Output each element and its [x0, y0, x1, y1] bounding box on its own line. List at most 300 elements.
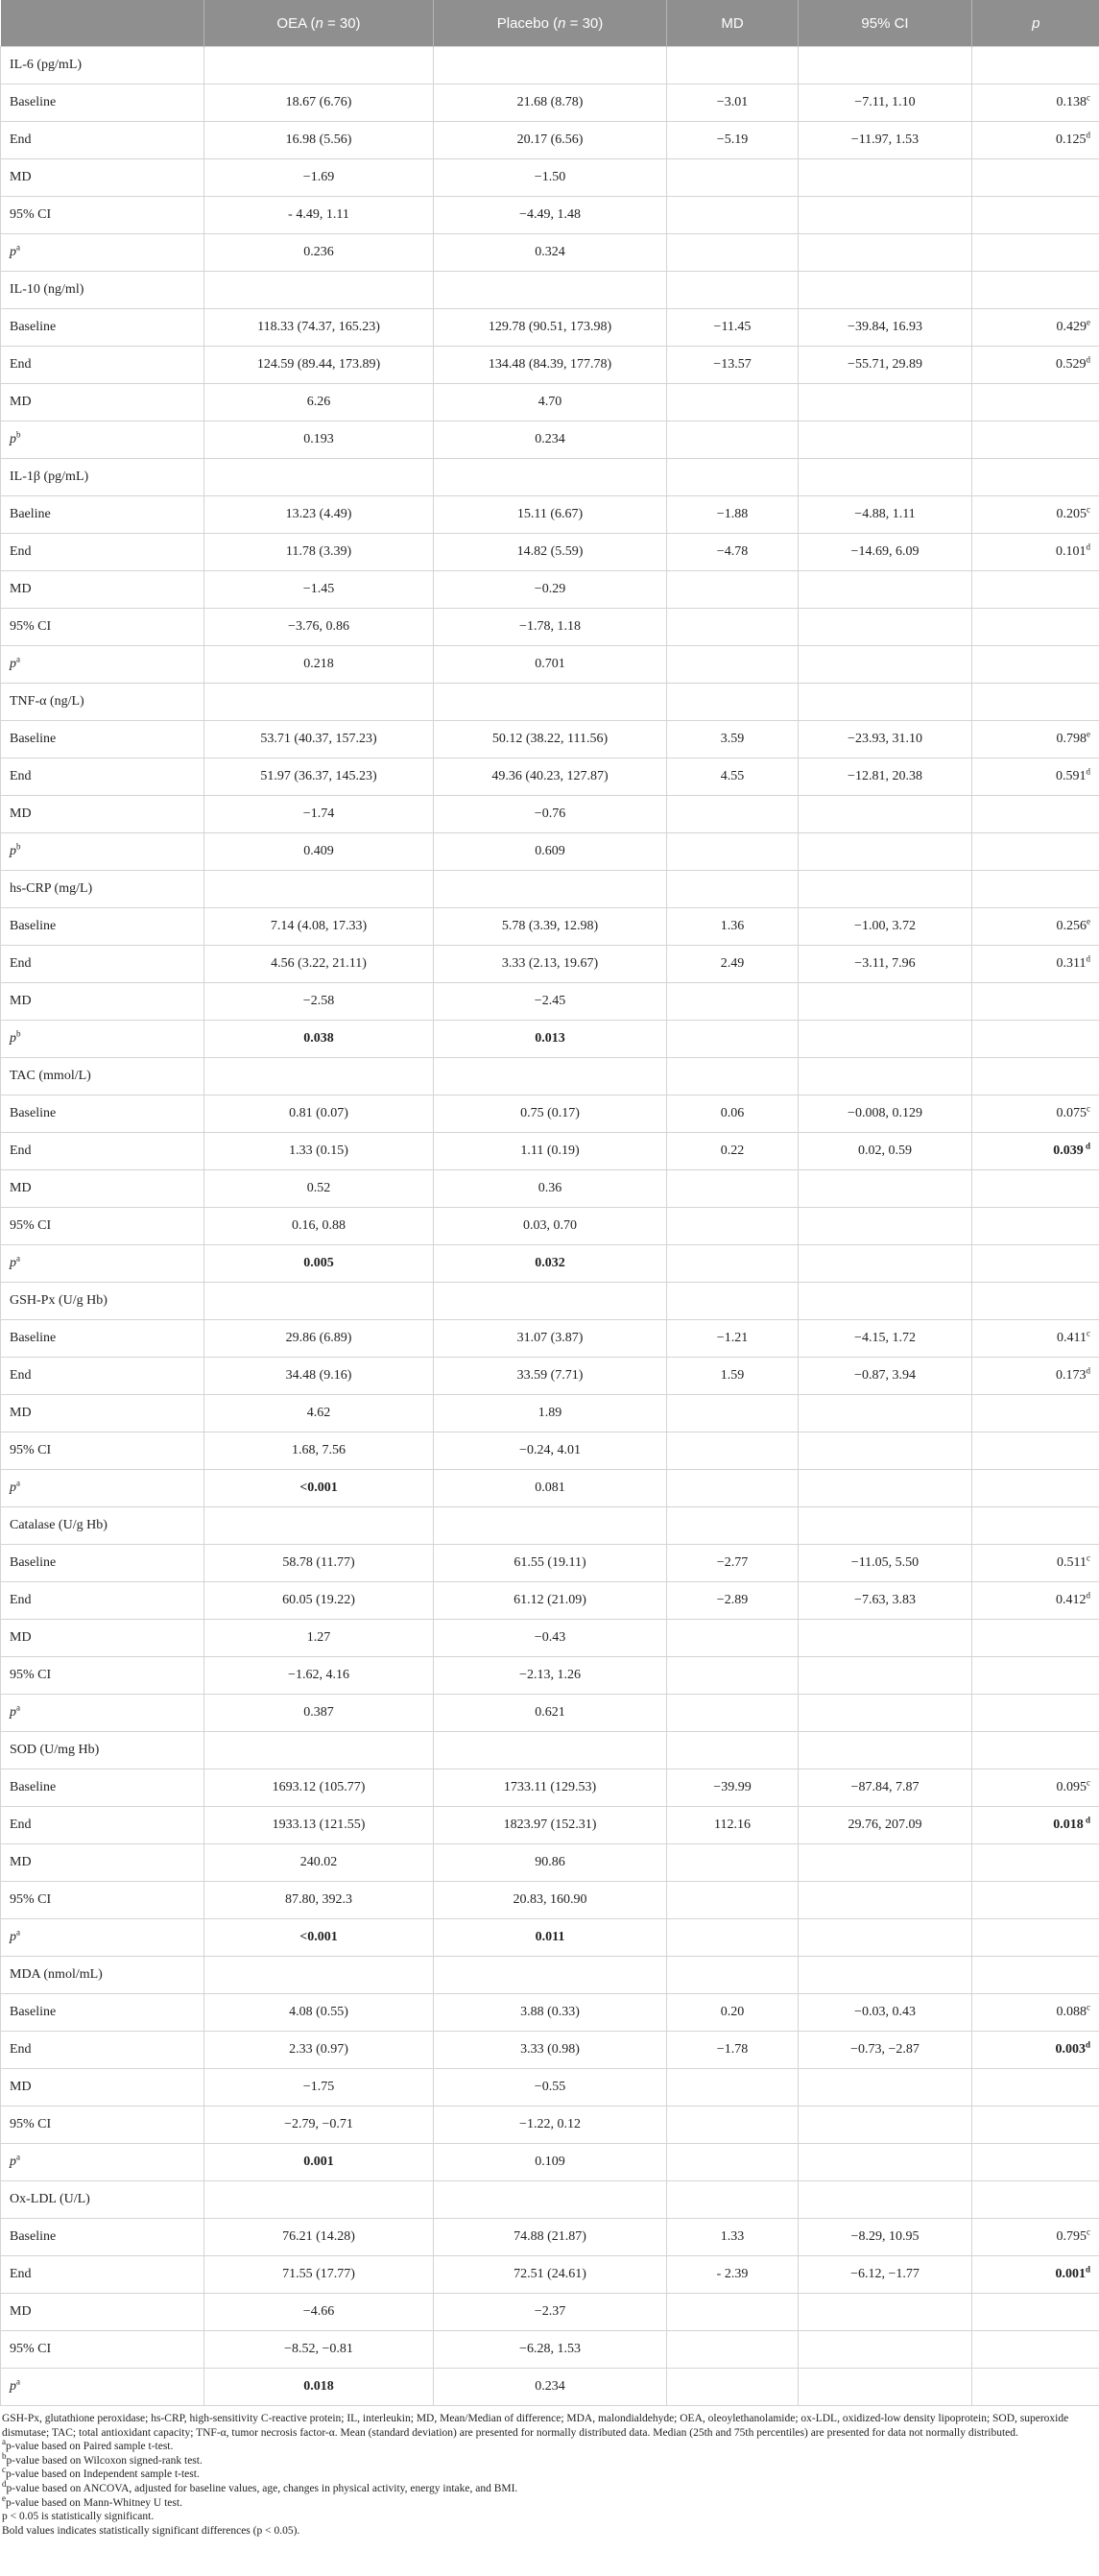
cell-ci [799, 1021, 972, 1058]
cell-ci: −14.69, 6.09 [799, 534, 972, 571]
footnote: $^e$p-value based on Mann-Whitney U test. [2, 2492, 182, 2509]
cell-oea [204, 1957, 434, 1994]
row-label: TNF-α (ng/L) [1, 684, 204, 721]
cell-ci [799, 871, 972, 908]
cell-ci: −0.73, −2.87 [799, 2032, 972, 2069]
cell-placebo: 5.78 (3.39, 12.98) [434, 908, 667, 946]
row-label: $p^a$ [1, 1695, 204, 1732]
cell-oea [204, 1507, 434, 1545]
cell-p [972, 234, 1099, 272]
cell-oea: 0.038 [204, 1021, 434, 1058]
cell-p [972, 609, 1099, 646]
cell-md [667, 384, 799, 421]
cell-oea: 13.23 (4.49) [204, 496, 434, 534]
row-label: $p^a$ [1, 1919, 204, 1957]
cell-ci: −7.11, 1.10 [799, 84, 972, 122]
cell-placebo [434, 1058, 667, 1095]
row-label: hs-CRP (mg/L) [1, 871, 204, 908]
row-label: End [1, 347, 204, 384]
cell-oea [204, 1732, 434, 1769]
cell-oea [204, 2181, 434, 2219]
cell-md [667, 272, 799, 309]
cell-placebo [434, 871, 667, 908]
table-row [1, 421, 1099, 459]
section-row [1, 2181, 1099, 2219]
cell-oea: −1.74 [204, 796, 434, 833]
row-label: 95% CI [1, 1882, 204, 1919]
cell-ci [799, 1957, 972, 1994]
cell-p: 0.173$^d$ [972, 1358, 1099, 1395]
cell-placebo [434, 272, 667, 309]
row-label: GSH-Px (U/g Hb) [1, 1283, 204, 1320]
cell-oea: 6.26 [204, 384, 434, 421]
cell-oea: 0.018 [204, 2369, 434, 2406]
cell-placebo: −2.13, 1.26 [434, 1657, 667, 1695]
cell-md: 1.59 [667, 1358, 799, 1395]
cell-md [667, 1283, 799, 1320]
cell-placebo: 14.82 (5.59) [434, 534, 667, 571]
cell-md: 0.20 [667, 1994, 799, 2032]
cell-oea: 4.62 [204, 1395, 434, 1432]
cell-md [667, 1957, 799, 1994]
cell-oea: 29.86 (6.89) [204, 1320, 434, 1358]
table-row [1, 384, 1099, 421]
cell-ci [799, 272, 972, 309]
cell-placebo: 50.12 (38.22, 111.56) [434, 721, 667, 758]
row-label: MD [1, 983, 204, 1021]
table-row [1, 159, 1099, 197]
cell-placebo: 0.621 [434, 1695, 667, 1732]
cell-placebo: −0.24, 4.01 [434, 1432, 667, 1470]
row-label: Baseline [1, 1095, 204, 1133]
cell-oea: −3.76, 0.86 [204, 609, 434, 646]
table-row [1, 2219, 1099, 2256]
cell-p [972, 1620, 1099, 1657]
table-row [1, 983, 1099, 1021]
cell-md [667, 833, 799, 871]
cell-p: 0.429e [972, 309, 1099, 347]
table-row [1, 1133, 1099, 1170]
cell-oea: 0.005 [204, 1245, 434, 1283]
cell-oea: 0.236 [204, 234, 434, 272]
cell-ci [799, 1170, 972, 1208]
cell-md [667, 983, 799, 1021]
cell-placebo: 3.33 (0.98) [434, 2032, 667, 2069]
row-label: MD [1, 1170, 204, 1208]
cell-oea [204, 871, 434, 908]
cell-placebo: 0.081 [434, 1470, 667, 1507]
cell-placebo: 15.11 (6.67) [434, 496, 667, 534]
cell-oea [204, 1283, 434, 1320]
cell-placebo: 61.55 (19.11) [434, 1545, 667, 1582]
row-label: $p^b$ [1, 421, 204, 459]
cell-p: 0.529$^d$ [972, 347, 1099, 384]
cell-oea: 0.81 (0.07) [204, 1095, 434, 1133]
row-label: MD [1, 159, 204, 197]
cell-placebo: 0.234 [434, 2369, 667, 2406]
cell-ci: −0.008, 0.129 [799, 1095, 972, 1133]
cell-p: 0.003$^d$ [972, 2032, 1099, 2069]
cell-oea: 11.78 (3.39) [204, 534, 434, 571]
cell-p [972, 459, 1099, 496]
cell-p [972, 1395, 1099, 1432]
table-row [1, 571, 1099, 609]
row-label: MD [1, 2294, 204, 2331]
cell-ci [799, 796, 972, 833]
table-row [1, 234, 1099, 272]
cell-placebo: 1733.11 (129.53) [434, 1769, 667, 1807]
cell-p: 0.205$^c$ [972, 496, 1099, 534]
row-label: End [1, 534, 204, 571]
table-row [1, 2032, 1099, 2069]
cell-md [667, 1695, 799, 1732]
table-row [1, 1620, 1099, 1657]
cell-md [667, 796, 799, 833]
row-label: 95% CI [1, 1208, 204, 1245]
cell-oea [204, 272, 434, 309]
cell-p [972, 1283, 1099, 1320]
table-row [1, 946, 1099, 983]
cell-p [972, 1021, 1099, 1058]
row-label: $p^a$ [1, 234, 204, 272]
cell-oea: 53.71 (40.37, 157.23) [204, 721, 434, 758]
cell-oea: 0.001 [204, 2144, 434, 2181]
cell-md [667, 1208, 799, 1245]
table-row [1, 646, 1099, 684]
table-row [1, 309, 1099, 347]
section-row [1, 684, 1099, 721]
cell-md: −5.19 [667, 122, 799, 159]
row-label: SOD (U/mg Hb) [1, 1732, 204, 1769]
cell-oea: 18.67 (6.76) [204, 84, 434, 122]
cell-ci [799, 1657, 972, 1695]
cell-ci [799, 197, 972, 234]
section-row [1, 1732, 1099, 1769]
cell-md [667, 1620, 799, 1657]
cell-p [972, 1919, 1099, 1957]
cell-md [667, 197, 799, 234]
cell-md [667, 1470, 799, 1507]
cell-md [667, 2294, 799, 2331]
cell-p [972, 197, 1099, 234]
row-label: Catalase (U/g Hb) [1, 1507, 204, 1545]
cell-ci [799, 1470, 972, 1507]
cell-ci [799, 1695, 972, 1732]
cell-placebo: −4.49, 1.48 [434, 197, 667, 234]
cell-md: 1.36 [667, 908, 799, 946]
table-row [1, 721, 1099, 758]
cell-p [972, 1245, 1099, 1283]
cell-ci: −4.15, 1.72 [799, 1320, 972, 1358]
header-md: MD [667, 0, 799, 47]
cell-p [972, 272, 1099, 309]
row-label: IL-10 (ng/ml) [1, 272, 204, 309]
table-row [1, 1432, 1099, 1470]
table-row [1, 1245, 1099, 1283]
table-row [1, 1470, 1099, 1507]
row-label: Baseline [1, 2219, 204, 2256]
cell-placebo: 0.03, 0.70 [434, 1208, 667, 1245]
row-label: 95% CI [1, 2107, 204, 2144]
table-row [1, 1807, 1099, 1844]
cell-placebo: 134.48 (84.39, 177.78) [434, 347, 667, 384]
cell-p [972, 2369, 1099, 2406]
cell-oea: −1.69 [204, 159, 434, 197]
cell-md [667, 1170, 799, 1208]
cell-p: 0.511$^c$ [972, 1545, 1099, 1582]
cell-oea [204, 684, 434, 721]
cell-md [667, 1432, 799, 1470]
cell-ci [799, 1283, 972, 1320]
cell-placebo: −1.22, 0.12 [434, 2107, 667, 2144]
cell-md [667, 646, 799, 684]
cell-placebo: 0.75 (0.17) [434, 1095, 667, 1133]
cell-oea: - 4.49, 1.11 [204, 197, 434, 234]
cell-md [667, 421, 799, 459]
cell-p: 0.591$^d$ [972, 758, 1099, 796]
cell-p: 0.095$^c$ [972, 1769, 1099, 1807]
cell-placebo: 0.013 [434, 1021, 667, 1058]
section-row [1, 272, 1099, 309]
cell-p [972, 1957, 1099, 1994]
cell-ci: −11.05, 5.50 [799, 1545, 972, 1582]
cell-p [972, 1432, 1099, 1470]
table-row [1, 1395, 1099, 1432]
cell-oea: 2.33 (0.97) [204, 2032, 434, 2069]
cell-p: 0.039 $^d$ [972, 1133, 1099, 1170]
row-label: $p^b$ [1, 1021, 204, 1058]
table-row [1, 1170, 1099, 1208]
cell-ci: −55.71, 29.89 [799, 347, 972, 384]
cell-placebo: −6.28, 1.53 [434, 2331, 667, 2369]
cell-ci: −3.11, 7.96 [799, 946, 972, 983]
cell-oea: −1.75 [204, 2069, 434, 2107]
cell-ci: −87.84, 7.87 [799, 1769, 972, 1807]
row-label: MD [1, 1395, 204, 1432]
cell-oea: 1.33 (0.15) [204, 1133, 434, 1170]
table-row [1, 534, 1099, 571]
cell-placebo: 0.109 [434, 2144, 667, 2181]
cell-ci [799, 1208, 972, 1245]
cell-ci [799, 1620, 972, 1657]
cell-p [972, 47, 1099, 84]
cell-oea: 51.97 (36.37, 145.23) [204, 758, 434, 796]
cell-oea: 1.27 [204, 1620, 434, 1657]
cell-ci [799, 646, 972, 684]
section-row [1, 1283, 1099, 1320]
table-row [1, 2256, 1099, 2294]
cell-ci [799, 2144, 972, 2181]
cell-oea: <0.001 [204, 1470, 434, 1507]
cell-p [972, 983, 1099, 1021]
section-row [1, 1507, 1099, 1545]
table-row [1, 609, 1099, 646]
cell-ci [799, 2331, 972, 2369]
table-row [1, 1657, 1099, 1695]
cell-ci: −0.03, 0.43 [799, 1994, 972, 2032]
cell-md [667, 1245, 799, 1283]
cell-p [972, 159, 1099, 197]
cell-oea: 1933.13 (121.55) [204, 1807, 434, 1844]
cell-placebo: 31.07 (3.87) [434, 1320, 667, 1358]
section-row [1, 1058, 1099, 1095]
table-body [1, 47, 1099, 2406]
table-row [1, 2331, 1099, 2369]
cell-oea: 4.08 (0.55) [204, 1994, 434, 2032]
row-label: End [1, 122, 204, 159]
cell-oea: 4.56 (3.22, 21.11) [204, 946, 434, 983]
table-row [1, 908, 1099, 946]
row-label: $p^a$ [1, 646, 204, 684]
cell-p [972, 1732, 1099, 1769]
cell-p [972, 571, 1099, 609]
cell-placebo: 129.78 (90.51, 173.98) [434, 309, 667, 347]
cell-oea: −8.52, −0.81 [204, 2331, 434, 2369]
row-label: MD [1, 796, 204, 833]
cell-oea: 34.48 (9.16) [204, 1358, 434, 1395]
row-label: MD [1, 571, 204, 609]
table-row [1, 1919, 1099, 1957]
table-row [1, 1320, 1099, 1358]
cell-placebo: 33.59 (7.71) [434, 1358, 667, 1395]
cell-md [667, 2181, 799, 2219]
cell-placebo [434, 1283, 667, 1320]
cell-p [972, 384, 1099, 421]
cell-ci: −0.87, 3.94 [799, 1358, 972, 1395]
cell-placebo: 1.89 [434, 1395, 667, 1432]
cell-placebo: −1.78, 1.18 [434, 609, 667, 646]
cell-oea: 71.55 (17.77) [204, 2256, 434, 2294]
row-label: IL-1β (pg/mL) [1, 459, 204, 496]
row-label: MD [1, 1620, 204, 1657]
table-row [1, 833, 1099, 871]
cell-ci [799, 2069, 972, 2107]
cell-oea: 1693.12 (105.77) [204, 1769, 434, 1807]
cell-p [972, 1170, 1099, 1208]
cell-ci: −39.84, 16.93 [799, 309, 972, 347]
cell-oea: 240.02 [204, 1844, 434, 1882]
cell-placebo: 49.36 (40.23, 127.87) [434, 758, 667, 796]
cell-placebo: −0.55 [434, 2069, 667, 2107]
cell-placebo: 0.032 [434, 1245, 667, 1283]
cell-ci [799, 1919, 972, 1957]
cell-placebo: −2.37 [434, 2294, 667, 2331]
row-label: Baseline [1, 1769, 204, 1807]
cell-p: 0.798e [972, 721, 1099, 758]
cell-p [972, 1208, 1099, 1245]
header-oea: OEA (n = 30) [204, 0, 434, 47]
cell-p: 0.101$^d$ [972, 534, 1099, 571]
row-label: End [1, 1807, 204, 1844]
cell-md [667, 1395, 799, 1432]
cell-placebo: 61.12 (21.09) [434, 1582, 667, 1620]
cell-md [667, 2369, 799, 2406]
cell-ci [799, 1844, 972, 1882]
cell-ci [799, 833, 972, 871]
table-row [1, 1582, 1099, 1620]
cell-md: 3.59 [667, 721, 799, 758]
cell-md: −11.45 [667, 309, 799, 347]
cell-p [972, 1470, 1099, 1507]
cell-oea: −1.62, 4.16 [204, 1657, 434, 1695]
header-placebo: Placebo (n = 30) [434, 0, 667, 47]
cell-oea: 60.05 (19.22) [204, 1582, 434, 1620]
row-label: TAC (mmol/L) [1, 1058, 204, 1095]
cell-md [667, 234, 799, 272]
cell-oea: 58.78 (11.77) [204, 1545, 434, 1582]
cell-oea: 0.52 [204, 1170, 434, 1208]
cell-md: −1.78 [667, 2032, 799, 2069]
cell-ci: −1.00, 3.72 [799, 908, 972, 946]
cell-ci [799, 1732, 972, 1769]
cell-placebo: −0.76 [434, 796, 667, 833]
cell-ci: 0.02, 0.59 [799, 1133, 972, 1170]
table-row [1, 1769, 1099, 1807]
cell-p [972, 1882, 1099, 1919]
cell-md: −3.01 [667, 84, 799, 122]
cell-ci [799, 459, 972, 496]
cell-p [972, 1657, 1099, 1695]
row-label: MD [1, 384, 204, 421]
header-p: p [972, 0, 1099, 47]
cell-ci [799, 1058, 972, 1095]
cell-oea: 16.98 (5.56) [204, 122, 434, 159]
table-row [1, 758, 1099, 796]
cell-md: −13.57 [667, 347, 799, 384]
row-label: $p^a$ [1, 1470, 204, 1507]
cell-md [667, 1058, 799, 1095]
row-label: Baseline [1, 309, 204, 347]
row-label: 95% CI [1, 1657, 204, 1695]
cell-placebo [434, 47, 667, 84]
cell-md: −39.99 [667, 1769, 799, 1807]
cell-md [667, 1021, 799, 1058]
row-label: 95% CI [1, 197, 204, 234]
cell-ci [799, 2294, 972, 2331]
cell-ci: −8.29, 10.95 [799, 2219, 972, 2256]
cell-md: −2.77 [667, 1545, 799, 1582]
cell-placebo: 1.11 (0.19) [434, 1133, 667, 1170]
row-label: Baeline [1, 496, 204, 534]
cell-md [667, 459, 799, 496]
cell-p [972, 2107, 1099, 2144]
table-row [1, 1994, 1099, 2032]
cell-placebo: 21.68 (8.78) [434, 84, 667, 122]
cell-ci [799, 159, 972, 197]
table-footnotes [0, 2406, 1099, 2538]
cell-md [667, 47, 799, 84]
row-label: End [1, 1133, 204, 1170]
cell-placebo: 3.88 (0.33) [434, 1994, 667, 2032]
cell-oea: <0.001 [204, 1919, 434, 1957]
table-row [1, 122, 1099, 159]
cell-ci: −11.97, 1.53 [799, 122, 972, 159]
cell-md: 112.16 [667, 1807, 799, 1844]
cell-placebo: −2.45 [434, 983, 667, 1021]
cell-oea [204, 47, 434, 84]
cell-ci [799, 1432, 972, 1470]
cell-md: 1.33 [667, 2219, 799, 2256]
row-label: Baseline [1, 908, 204, 946]
cell-p [972, 1058, 1099, 1095]
row-label: Baseline [1, 1994, 204, 2032]
cell-placebo: 0.609 [434, 833, 667, 871]
row-label: MD [1, 1844, 204, 1882]
cell-md: −4.78 [667, 534, 799, 571]
cell-ci [799, 2369, 972, 2406]
cell-ci [799, 571, 972, 609]
table-row [1, 197, 1099, 234]
